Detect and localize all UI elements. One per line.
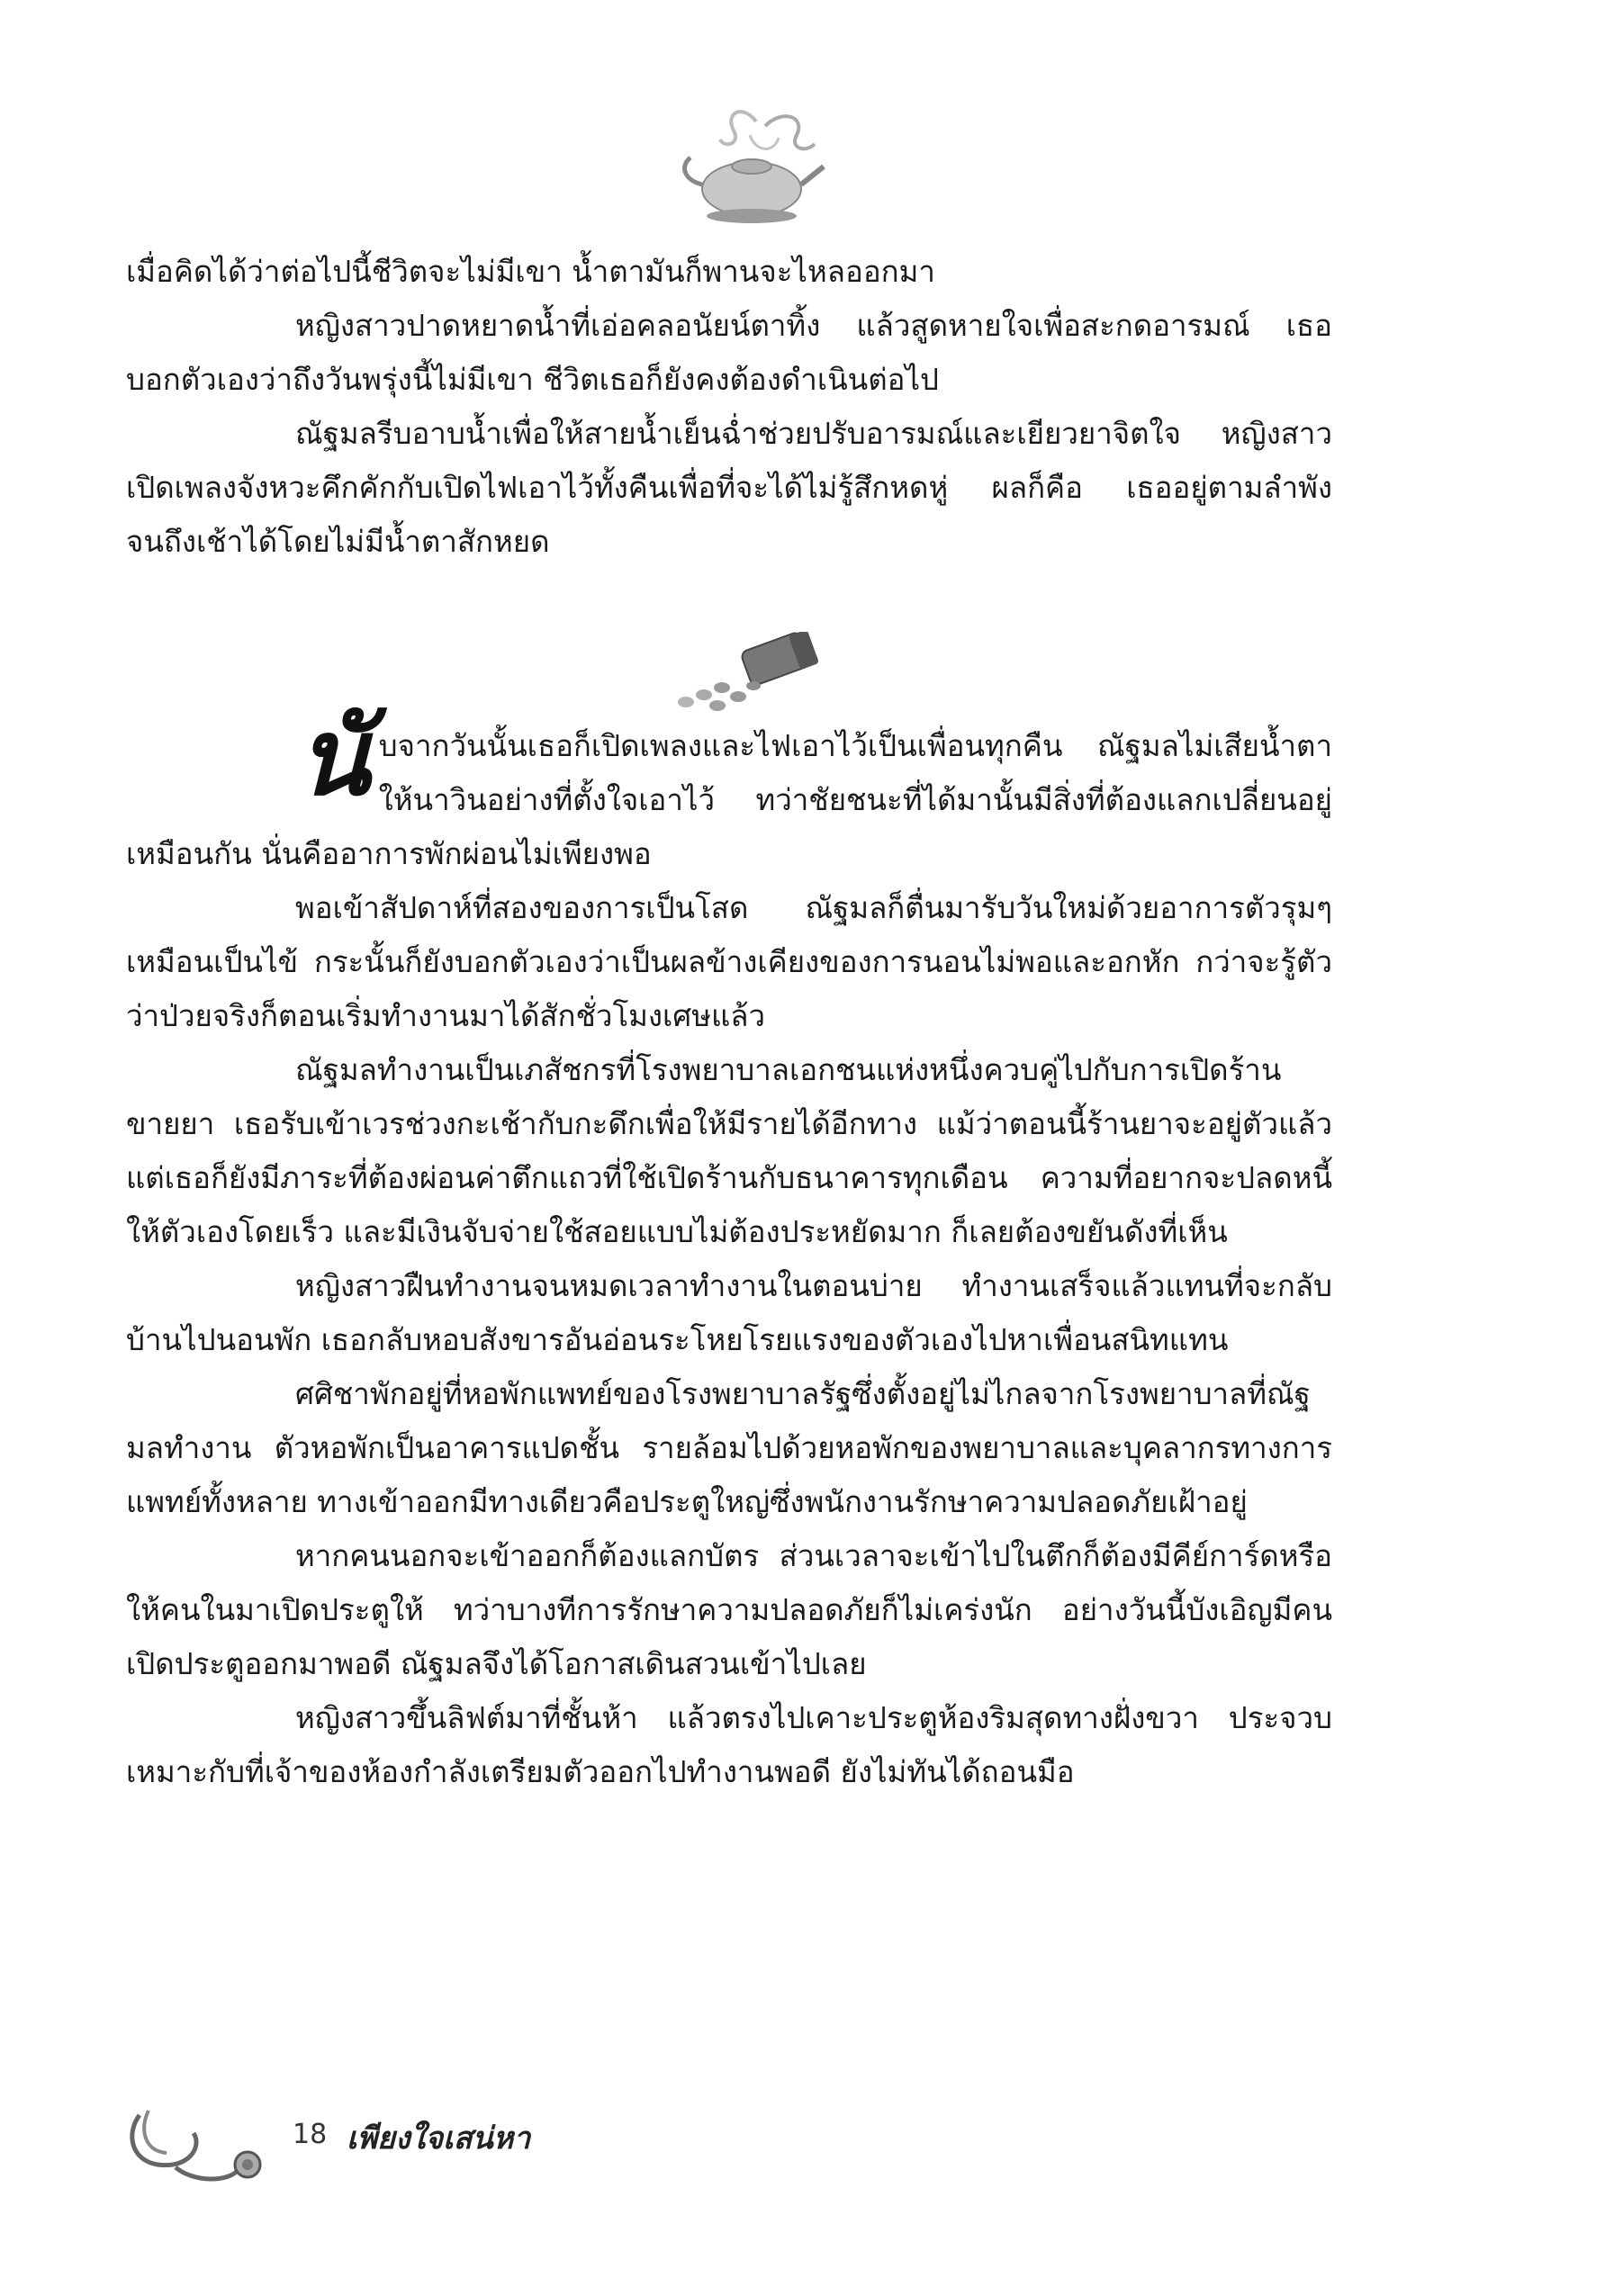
paragraph: ณัฐมลทำงานเป็นเภสัชกรที่โรงพยาบาลเอกชนแห่งหนึ่งควบคู่ไปกับการเปิดร้านขายยา เธอรับเข้าเวรช่วงกะเช้ากับกะดึกเพื่อให้มีรายได้อีกทาง แม้ว่าตอนนี้ร้านยาจะอยู่ตัวแล้ว แต่เธอก็ยังมีภาระที่ต้องผ่อนค่าตึกแถวที่ใช้เปิดร้านกับธนาคารทุกเดือน ความที่อยากจะปลดหนี้ให้ตัวเองโดยเร็ว และมีเงินจับจ่ายใช้สอยแบบไม่ต้องประหยัดมาก ก็เลยต้องขยันดังที่เห็น xyxy=(126,1052,1332,1249)
book-title: เพียงใจเสน่หา xyxy=(347,2120,531,2156)
paragraph: ณัฐมลรีบอาบน้ำเพื่อให้สายน้ำเย็นฉ่ำช่วยปรับอารมณ์และเยียวยาจิตใจ หญิงสาวเปิดเพลงจังหวะคึกคักกับเปิดไฟเอาไว้ทั้งคืนเพื่อที่จะได้ไม่รู้สึกหดหู่ ผลก็คือ เธออยู่ตามลำพังจนถึงเช้าได้โดยไม่มีน้ำตาสักหยด xyxy=(126,416,1332,559)
paragraph: หากคนนอกจะเข้าออกก็ต้องแลกบัตร ส่วนเวลาจะเข้าไปในตึกก็ต้องมีคีย์การ์ดหรือให้คนในมาเปิดประตูให้ ทว่าบางทีการรักษาความปลอดภัยก็ไม่เคร่งนัก อย่างวันนี้บังเอิญมีคนเปิดประตูออกมาพอดี ณัฐมลจึงได้โอกาสเดินสวนเข้าไปเลย xyxy=(126,1538,1332,1681)
paragraph: หญิงสาวขึ้นลิฟต์มาที่ชั้นห้า แล้วตรงไปเคาะประตูห้องริมสุดทางฝั่งขวา ประจวบเหมาะกับที่เจ้าของห้องกำลังเตรียมตัวออกไปทำงานพอดี ยังไม่ทันได้ถอนมือ xyxy=(126,1700,1332,1789)
text-block-main xyxy=(126,694,1332,1799)
paragraph: ศศิชาพักอยู่ที่หอพักแพทย์ของโรงพยาบาลรัฐซึ่งตั้งอยู่ไม่ไกลจากโรงพยาบาลที่ณัฐมลทำงาน ตัวหอพักเป็นอาคารแปดชั้น รายล้อมไปด้วยหอพักของพยาบาลและบุคลากรทางการแพทย์ทั้งหลาย ทางเข้าออกมีทางเดียวคือประตูใหญ่ซึ่งพนักงานรักษาความปลอดภัยเฝ้าอยู่ xyxy=(126,1376,1332,1519)
drop-cap: นั xyxy=(297,694,370,819)
teapot-icon xyxy=(671,104,833,239)
paragraph: เมื่อคิดได้ว่าต่อไปนี้ชีวิตจะไม่มีเขา น้ำตามันก็พานจะไหลออกมา xyxy=(126,254,935,289)
text-block-top xyxy=(126,245,1332,569)
paragraph: หญิงสาวฝืนทำงานจนหมดเวลาทำงานในตอนบ่าย ทำงานเสร็จแล้วแทนที่จะกลับบ้านไปนอนพัก เธอกลับหอบสังขารอันอ่อนระโหยโรยแรงของตัวเองไปหาเพื่อนสนิทแทน xyxy=(126,1268,1332,1357)
pill-bottle-icon xyxy=(668,632,821,713)
paragraph: หญิงสาวปาดหยาดน้ำที่เอ่อคลอนัยน์ตาทิ้ง แล้วสูดหายใจเพื่อสะกดอารมณ์ เธอบอกตัวเองว่าถึงวันพรุ่งนี้ไม่มีเขา ชีวิตเธอก็ยังคงต้องดำเนินต่อไป xyxy=(126,308,1332,397)
paragraph: บจากวันนั้นเธอก็เปิดเพลงและไฟเอาไว้เป็นเพื่อนทุกคืน ณัฐมลไม่เสียน้ำตาให้นาวินอย่างที่ตั้งใจเอาไว้ ทว่าชัยชนะที่ได้มานั้นมีสิ่งที่ต้องแลกเปลี่ยนอยู่เหมือนกัน นั่นคืออาการพักผ่อนไม่เพียงพอ xyxy=(126,728,1332,871)
stethoscope-icon xyxy=(122,2097,275,2196)
page-number: 18 xyxy=(293,2119,328,2150)
page-footer xyxy=(122,2097,752,2196)
paragraph: พอเข้าสัปดาห์ที่สองของการเป็นโสด ณัฐมลก็ตื่นมารับวันใหม่ด้วยอาการตัวรุมๆ เหมือนเป็นไข้ กระนั้นก็ยังบอกตัวเองว่าเป็นผลข้างเคียงของการนอนไม่พอและอกหัก กว่าจะรู้ตัวว่าป่วยจริงก็ตอนเริ่มทำงานมาได้สักชั่วโมงเศษแล้ว xyxy=(126,890,1332,1033)
